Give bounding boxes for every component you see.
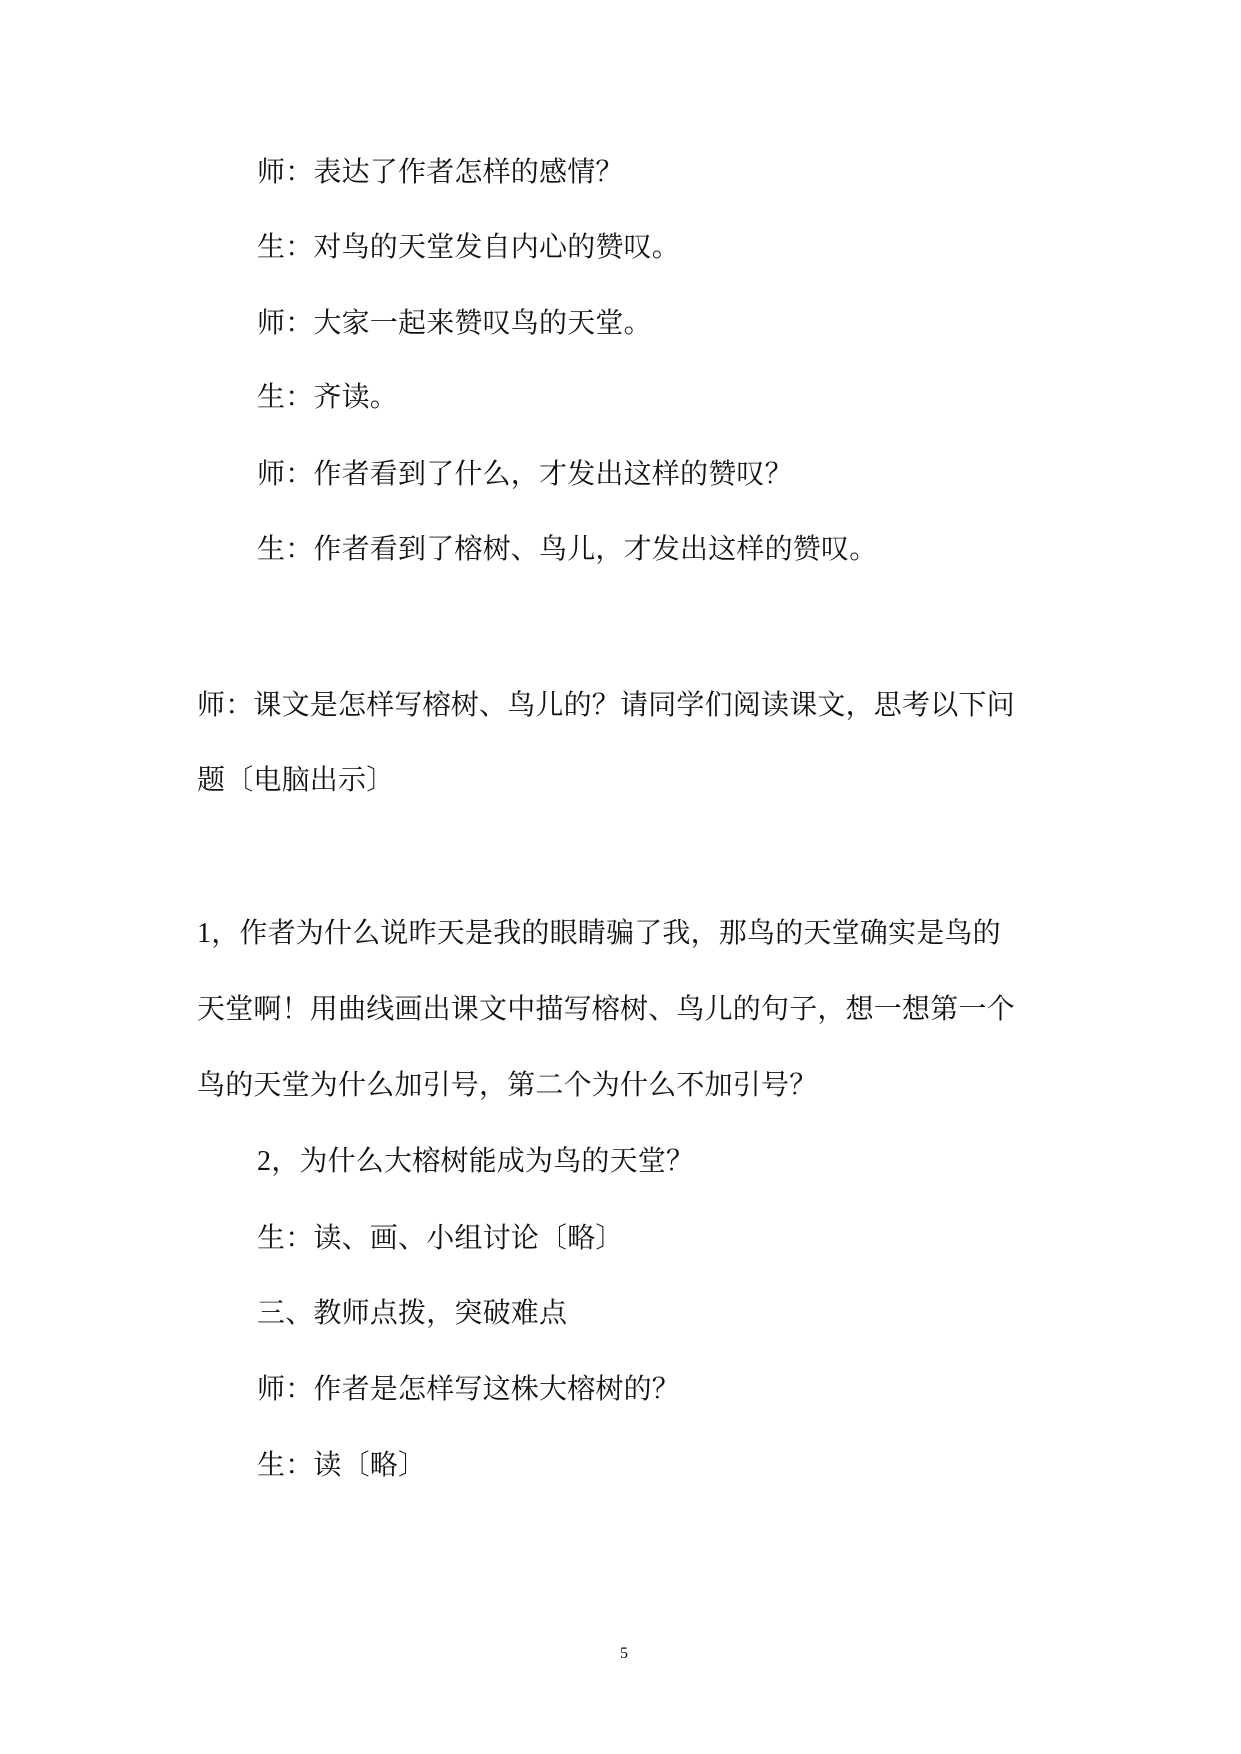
teacher-question-line: 师：课文是怎样写榕树、鸟儿的？请同学们阅读课文，思考以下问	[197, 690, 1015, 721]
section-heading: 三、教师点拨，突破难点	[257, 1298, 568, 1329]
student-line: 生：作者看到了榕树、鸟儿，才发出这样的赞叹。	[257, 534, 878, 565]
teacher-line: 师：表达了作者怎样的感情？	[257, 157, 624, 188]
student-line: 生：读、画、小组讨论〔略〕	[257, 1223, 624, 1254]
teacher-question-line: 题〔电脑出示〕	[197, 765, 395, 796]
student-line: 生：读〔略〕	[257, 1450, 427, 1481]
question-2-line: 2，为什么大榕树能成为鸟的天堂？	[257, 1146, 695, 1177]
teacher-line: 师：作者看到了什么，才发出这样的赞叹？	[257, 459, 793, 490]
student-line: 生：齐读。	[257, 382, 399, 413]
question-1-line: 天堂啊！用曲线画出课文中描写榕树、鸟儿的句子，想一想第一个	[197, 994, 1015, 1025]
teacher-line: 师：大家一起来赞叹鸟的天堂。	[257, 308, 652, 339]
question-1-line: 1，作者为什么说昨天是我的眼睛骗了我，那鸟的天堂确实是鸟的	[197, 918, 1001, 949]
question-1-line: 鸟的天堂为什么加引号，第二个为什么不加引号？	[197, 1070, 818, 1101]
student-line: 生：对鸟的天堂发自内心的赞叹。	[257, 232, 681, 263]
page-number: 5	[620, 1645, 628, 1662]
teacher-line: 师：作者是怎样写这株大榕树的？	[257, 1374, 681, 1405]
